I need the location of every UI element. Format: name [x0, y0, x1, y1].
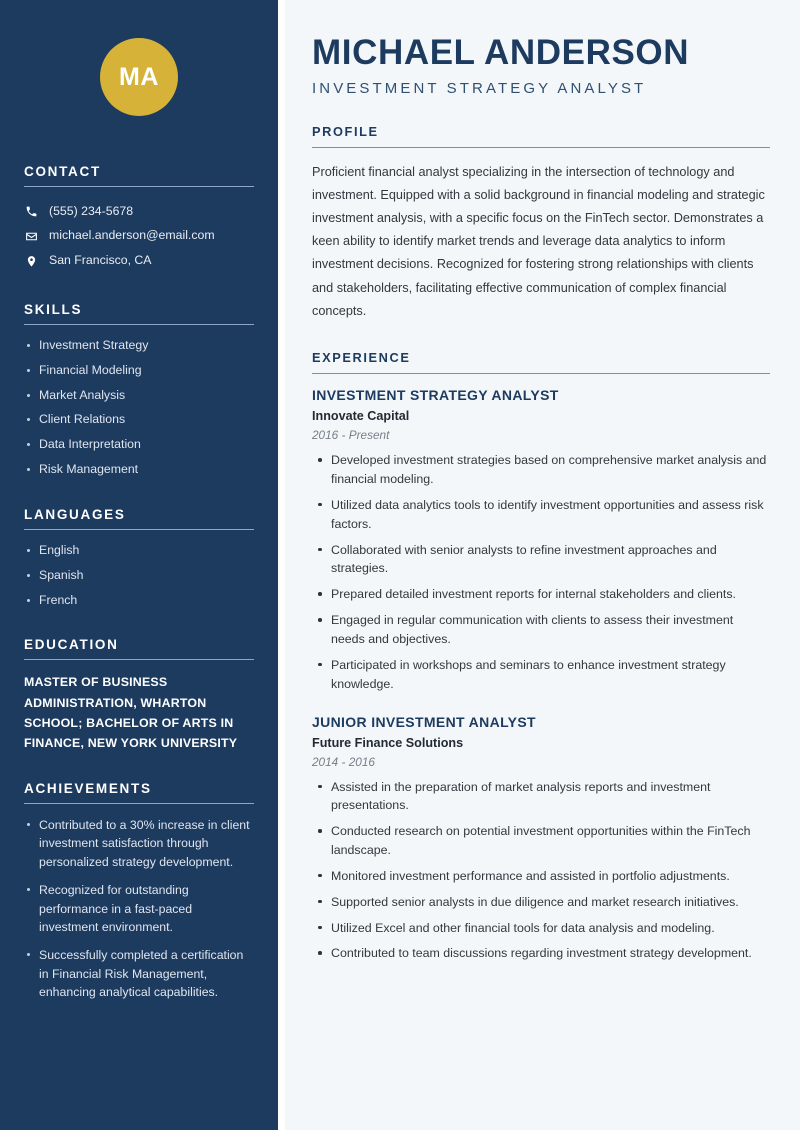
languages-heading: LANGUAGES [24, 506, 126, 522]
list-item: Developed investment strategies based on comprehensive market analysis and financial modeling. [312, 451, 770, 489]
experience-section [312, 350, 770, 964]
contact-divider [24, 186, 254, 187]
list-item: Collaborated with senior analysts to refine investment approaches and strategies. [312, 541, 770, 579]
list-item: Market Analysis [24, 387, 254, 405]
contact-item-location[interactable] [24, 249, 254, 274]
profile-heading: PROFILE [312, 123, 379, 139]
skills-divider [24, 324, 254, 325]
avatar-container [24, 0, 254, 116]
list-item: Supported senior analysts in due diligence and market research initiatives. [312, 893, 770, 912]
page-title: MICHAEL ANDERSON [312, 33, 690, 72]
list-item: Risk Management [24, 461, 254, 479]
list-item: French [24, 592, 254, 610]
list-item: Utilized data analytics tools to identify investment opportunities and assess risk factors. [312, 496, 770, 534]
list-item: Conducted research on potential investment opportunities within the FinTech landscape. [312, 822, 770, 860]
list-item: English [24, 542, 254, 560]
list-item: Utilized Excel and other financial tools for data analysis and modeling. [312, 919, 770, 938]
list-item: Assisted in the preparation of market analysis reports and investment presentations. [312, 778, 770, 816]
profile-section [312, 124, 770, 323]
main-content [285, 0, 800, 1130]
list-item: Financial Modeling [24, 362, 254, 380]
languages-list [24, 542, 254, 609]
experience-company: Future Finance Solutions [312, 735, 464, 750]
achievements-heading: ACHIEVEMENTS [24, 780, 152, 796]
education-text: MASTER OF BUSINESS ADMINISTRATION, WHARTON SCHOOL; BACHELOR OF ARTS IN FINANCE, NEW YORK UNIVERSITY [24, 675, 238, 750]
skills-section [24, 302, 254, 479]
skills-list [24, 337, 254, 479]
list-item: Contributed to a 30% increase in client investment satisfaction through personalized strategy development. [24, 816, 254, 871]
list-item: Monitored investment performance and assisted in portfolio adjustments. [312, 867, 770, 886]
experience-bullets [312, 778, 770, 964]
list-item: Spanish [24, 567, 254, 585]
skills-heading: SKILLS [24, 301, 83, 317]
list-item: Participated in workshops and seminars to enhance investment strategy knowledge. [312, 656, 770, 694]
experience-dates: 2014 - 2016 [312, 754, 375, 769]
contact-section [24, 164, 254, 274]
contact-heading: CONTACT [24, 164, 101, 179]
list-item: Engaged in regular communication with clients to assess their investment needs and objectives. [312, 611, 770, 649]
contact-phone-value: (555) 234-5678 [49, 203, 134, 218]
contact-email-value: michael.anderson@email.com [49, 228, 215, 243]
achievements-section [24, 781, 254, 1002]
contact-item-email[interactable] [24, 224, 254, 249]
column-gap-strip [278, 0, 285, 1130]
achievements-list [24, 816, 254, 1002]
experience-role: INVESTMENT STRATEGY ANALYST [312, 387, 559, 404]
experience-role: JUNIOR INVESTMENT ANALYST [312, 713, 536, 730]
contact-list [24, 199, 254, 274]
phone-icon [24, 204, 38, 218]
avatar: MA [100, 38, 178, 116]
profile-divider [312, 147, 770, 149]
experience-company: Innovate Capital [312, 409, 410, 424]
experience-heading: EXPERIENCE [312, 349, 411, 365]
experience-divider [312, 373, 770, 375]
list-item: Investment Strategy [24, 337, 254, 355]
list-item: Successfully completed a certification in Financial Risk Management, enhancing analytical capabilities. [24, 946, 254, 1001]
experience-dates: 2016 - Present [312, 428, 390, 443]
experience-entry [312, 714, 770, 964]
experience-bullets [312, 451, 770, 693]
education-heading: EDUCATION [24, 637, 119, 653]
languages-section [24, 507, 254, 609]
education-divider [24, 659, 254, 660]
location-pin-icon [24, 254, 38, 268]
sidebar [0, 0, 278, 1130]
contact-item-phone[interactable] [24, 199, 254, 224]
list-item: Data Interpretation [24, 436, 254, 454]
experience-entry [312, 387, 770, 693]
achievements-divider [24, 803, 254, 804]
list-item: Contributed to team discussions regarding investment strategy development. [312, 944, 770, 963]
list-item: Prepared detailed investment reports for internal stakeholders and clients. [312, 585, 770, 604]
list-item: Recognized for outstanding performance in a fast-paced investment environment. [24, 881, 254, 936]
list-item: Client Relations [24, 411, 254, 429]
profile-text: Proficient financial analyst specializing in the intersection of technology and investment. Equipped with a solid background in financial modeling and strategic investment analysis, with a specific focus on the FinTech sector. Demonstrates a keen ability to identify market trends and leverage data analytics to inform investment decisions. Recognized for fostering strong relationships with clients and stakeholders, facilitating effective communication of complex financial concepts. [312, 165, 765, 318]
education-section [24, 637, 254, 752]
headline: INVESTMENT STRATEGY ANALYST [312, 79, 647, 97]
contact-location-value: San Francisco, CA [49, 253, 152, 268]
envelope-icon [24, 229, 38, 243]
languages-divider [24, 529, 254, 530]
